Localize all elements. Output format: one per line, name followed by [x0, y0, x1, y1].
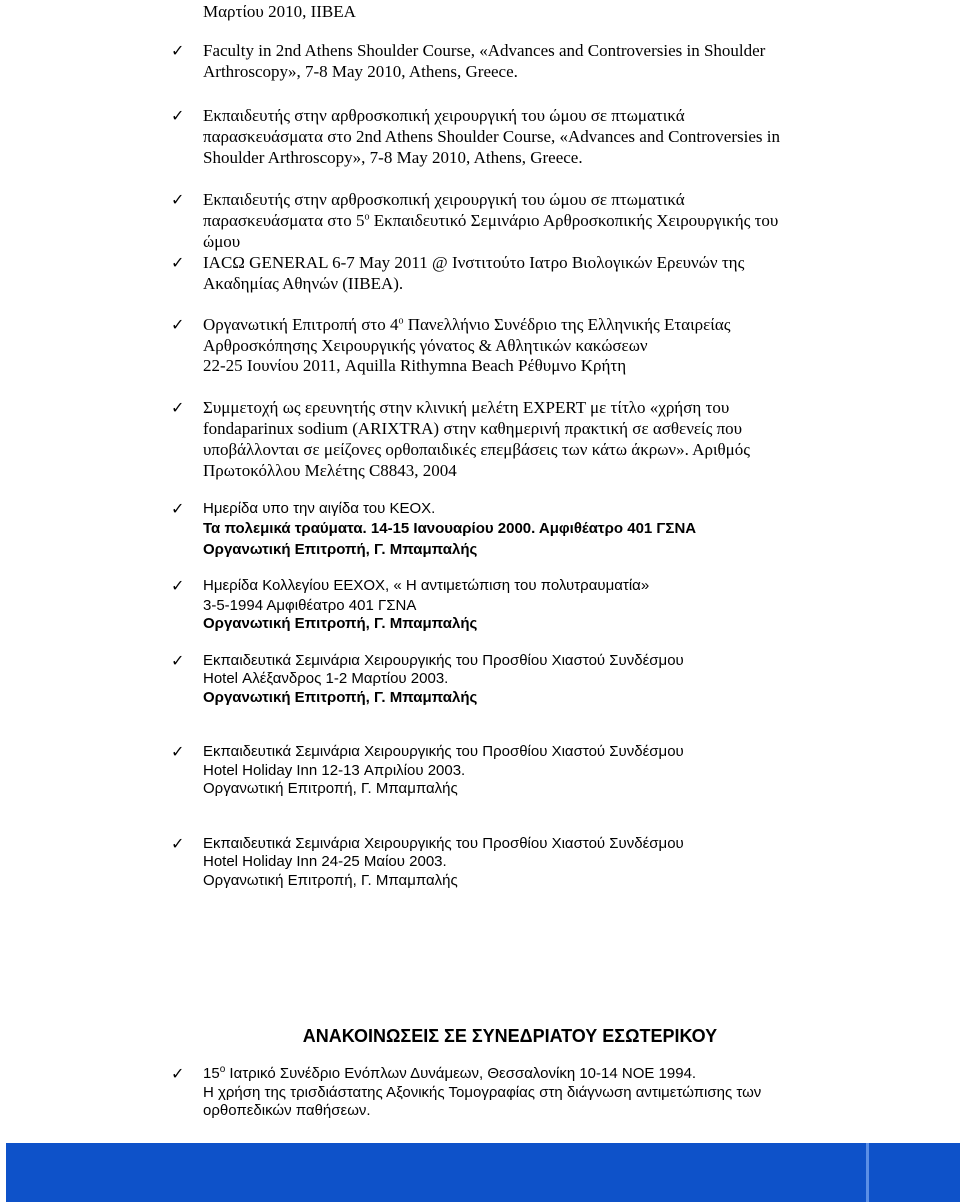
item-line: Αρθροσκόπησης Χειρουργικής γόνατος & Αθλητικών κακώσεων: [203, 336, 648, 355]
section-heading: ΑΝΑΚΟΙΝΩΣΕΙΣ ΣΕ ΣΥΝΕΔΡΙΑΤΟΥ ΕΣΩΤΕΡΙΚΟΥ: [302, 1026, 718, 1046]
item-line: παρασκευάσματα στο $5^o$ Εκπαιδευτικό Σεμινάριο Αρθροσκοπικής Χειρουργικής του: [203, 211, 779, 230]
item-line: Εκπαιδευτικά Σεμινάρια Χειρουργικής του Προσθίου Χιαστού Συνδέσμου: [203, 743, 684, 760]
footer-divider: [866, 1143, 869, 1202]
item-line: Ακαδημίας Αθηνών (IIBEA).: [203, 274, 404, 293]
announcement-line: Η χρήση της τρισδιάστατης Αξονικής Τομογραφίας στη διάγνωση αντιμετώπισης των: [203, 1084, 762, 1101]
item-line: fondaparinux sodium (ARIXTRA) στην καθημερινή πρακτική σε ασθενείς που: [203, 419, 743, 438]
item-line: παρασκευάσματα στο 2nd Athens Shoulder Course, «Advances and Controversies in: [203, 127, 780, 146]
item-line: Ημερίδα Κολλεγίου ΕΕΧΟΧ, « Η αντιμετώπιση του πολυτραυματία»: [203, 577, 650, 594]
check-icon: ✓: [171, 106, 185, 125]
check-icon: ✓: [171, 253, 185, 272]
check-icon: ✓: [171, 1064, 185, 1083]
item-line: 22-25 Ιουνίου 2011, Aquilla Rithymna Beach Ρέθυμνο Κρήτη: [203, 356, 627, 375]
item-line: 3-5-1994 Αμφιθέατρο 401 ΓΣΝΑ: [203, 597, 417, 614]
item-line: Εκπαιδευτής στην αρθροσκοπική χειρουργική του ώμου σε πτωματικά: [203, 106, 685, 125]
item-line: Πρωτοκόλλου Μελέτης C8843, 2004: [203, 461, 457, 480]
item-line: IACΩ GENERAL 6-7 May 2011 @ Ινστιτούτο Ιατρο Βιολογικών Ερευνών της: [203, 253, 745, 272]
item-line: Οργανωτική Επιτροπή, Γ. Μπαμπαλής: [203, 541, 478, 558]
item-line: Hotel Holiday Inn 24-25 Μαίου 2003.: [203, 853, 447, 870]
item-line: Τα πολεμικά τραύματα. 14-15 Ιανουαρίου 2000. Αμφιθέατρο 401 ΓΣΝΑ: [203, 520, 697, 537]
announcement-line: $15^o$ Ιατρικό Συνέδριο Ενόπλων Δυνάμεων, Θεσσαλονίκη 10-14 ΝΟΕ 1994.: [203, 1064, 697, 1082]
check-icon: ✓: [171, 742, 185, 761]
item-line: ώμου: [203, 232, 241, 251]
check-icon: ✓: [171, 576, 185, 595]
check-icon: ✓: [171, 190, 185, 209]
item-line: Arthroscopy», 7-8 May 2010, Athens, Greece.: [203, 62, 518, 81]
item-line: Οργανωτική Επιτροπή, Γ. Μπαμπαλής: [203, 872, 458, 889]
check-icon: ✓: [171, 651, 185, 670]
item-line: Εκπαιδευτικά Σεμινάρια Χειρουργικής του Προσθίου Χιαστού Συνδέσμου: [203, 835, 684, 852]
announcement-line: ορθοπεδικών παθήσεων.: [203, 1102, 371, 1119]
item-line: Οργανωτική Επιτροπή, Γ. Μπαμπαλής: [203, 615, 478, 632]
item-line: Faculty in 2nd Athens Shoulder Course, «Advances and Controversies in Shoulder: [203, 41, 766, 60]
item-line: Οργανωτική Επιτροπή στο $4^o$ Πανελλήνιο Συνέδριο της Ελληνικής Εταιρείας: [203, 315, 731, 334]
item-line: Οργανωτική Επιτροπή, Γ. Μπαμπαλής: [203, 780, 458, 797]
item-line: Shoulder Arthroscopy», 7-8 May 2010, Athens, Greece.: [203, 148, 583, 167]
item-line: Συμμετοχή ως ερευνητής στην κλινική μελέτη EXPERT με τίτλο «χρήση του: [203, 398, 730, 417]
footer-bar: [0, 1143, 960, 1202]
item-line: Hotel Holiday Inn 12-13 Απριλίου 2003.: [203, 762, 466, 779]
item-line: Ημερίδα υπο την αιγίδα του ΚΕΟΧ.: [203, 500, 436, 517]
item-line: Οργανωτική Επιτροπή, Γ. Μπαμπαλής: [203, 689, 478, 706]
footer-left-edge: [0, 1143, 6, 1202]
check-icon: ✓: [171, 315, 185, 334]
item-line: Εκπαιδευτής στην αρθροσκοπική χειρουργική του ώμου σε πτωματικά: [203, 190, 685, 209]
check-icon: ✓: [171, 398, 185, 417]
continued-line: Μαρτίου 2010, IIBEA: [203, 2, 356, 21]
check-icon: ✓: [171, 834, 185, 853]
item-line: υποβάλλονται σε μείζονες ορθοπαιδικές επεμβάσεις των κάτω άκρων». Αριθμός: [203, 440, 751, 459]
check-icon: ✓: [171, 499, 185, 518]
item-line: Εκπαιδευτικά Σεμινάρια Χειρουργικής του Προσθίου Χιαστού Συνδέσμου: [203, 652, 684, 669]
check-icon: ✓: [171, 41, 185, 60]
item-line: Hotel Αλέξανδρος 1-2 Μαρτίου 2003.: [203, 670, 449, 687]
